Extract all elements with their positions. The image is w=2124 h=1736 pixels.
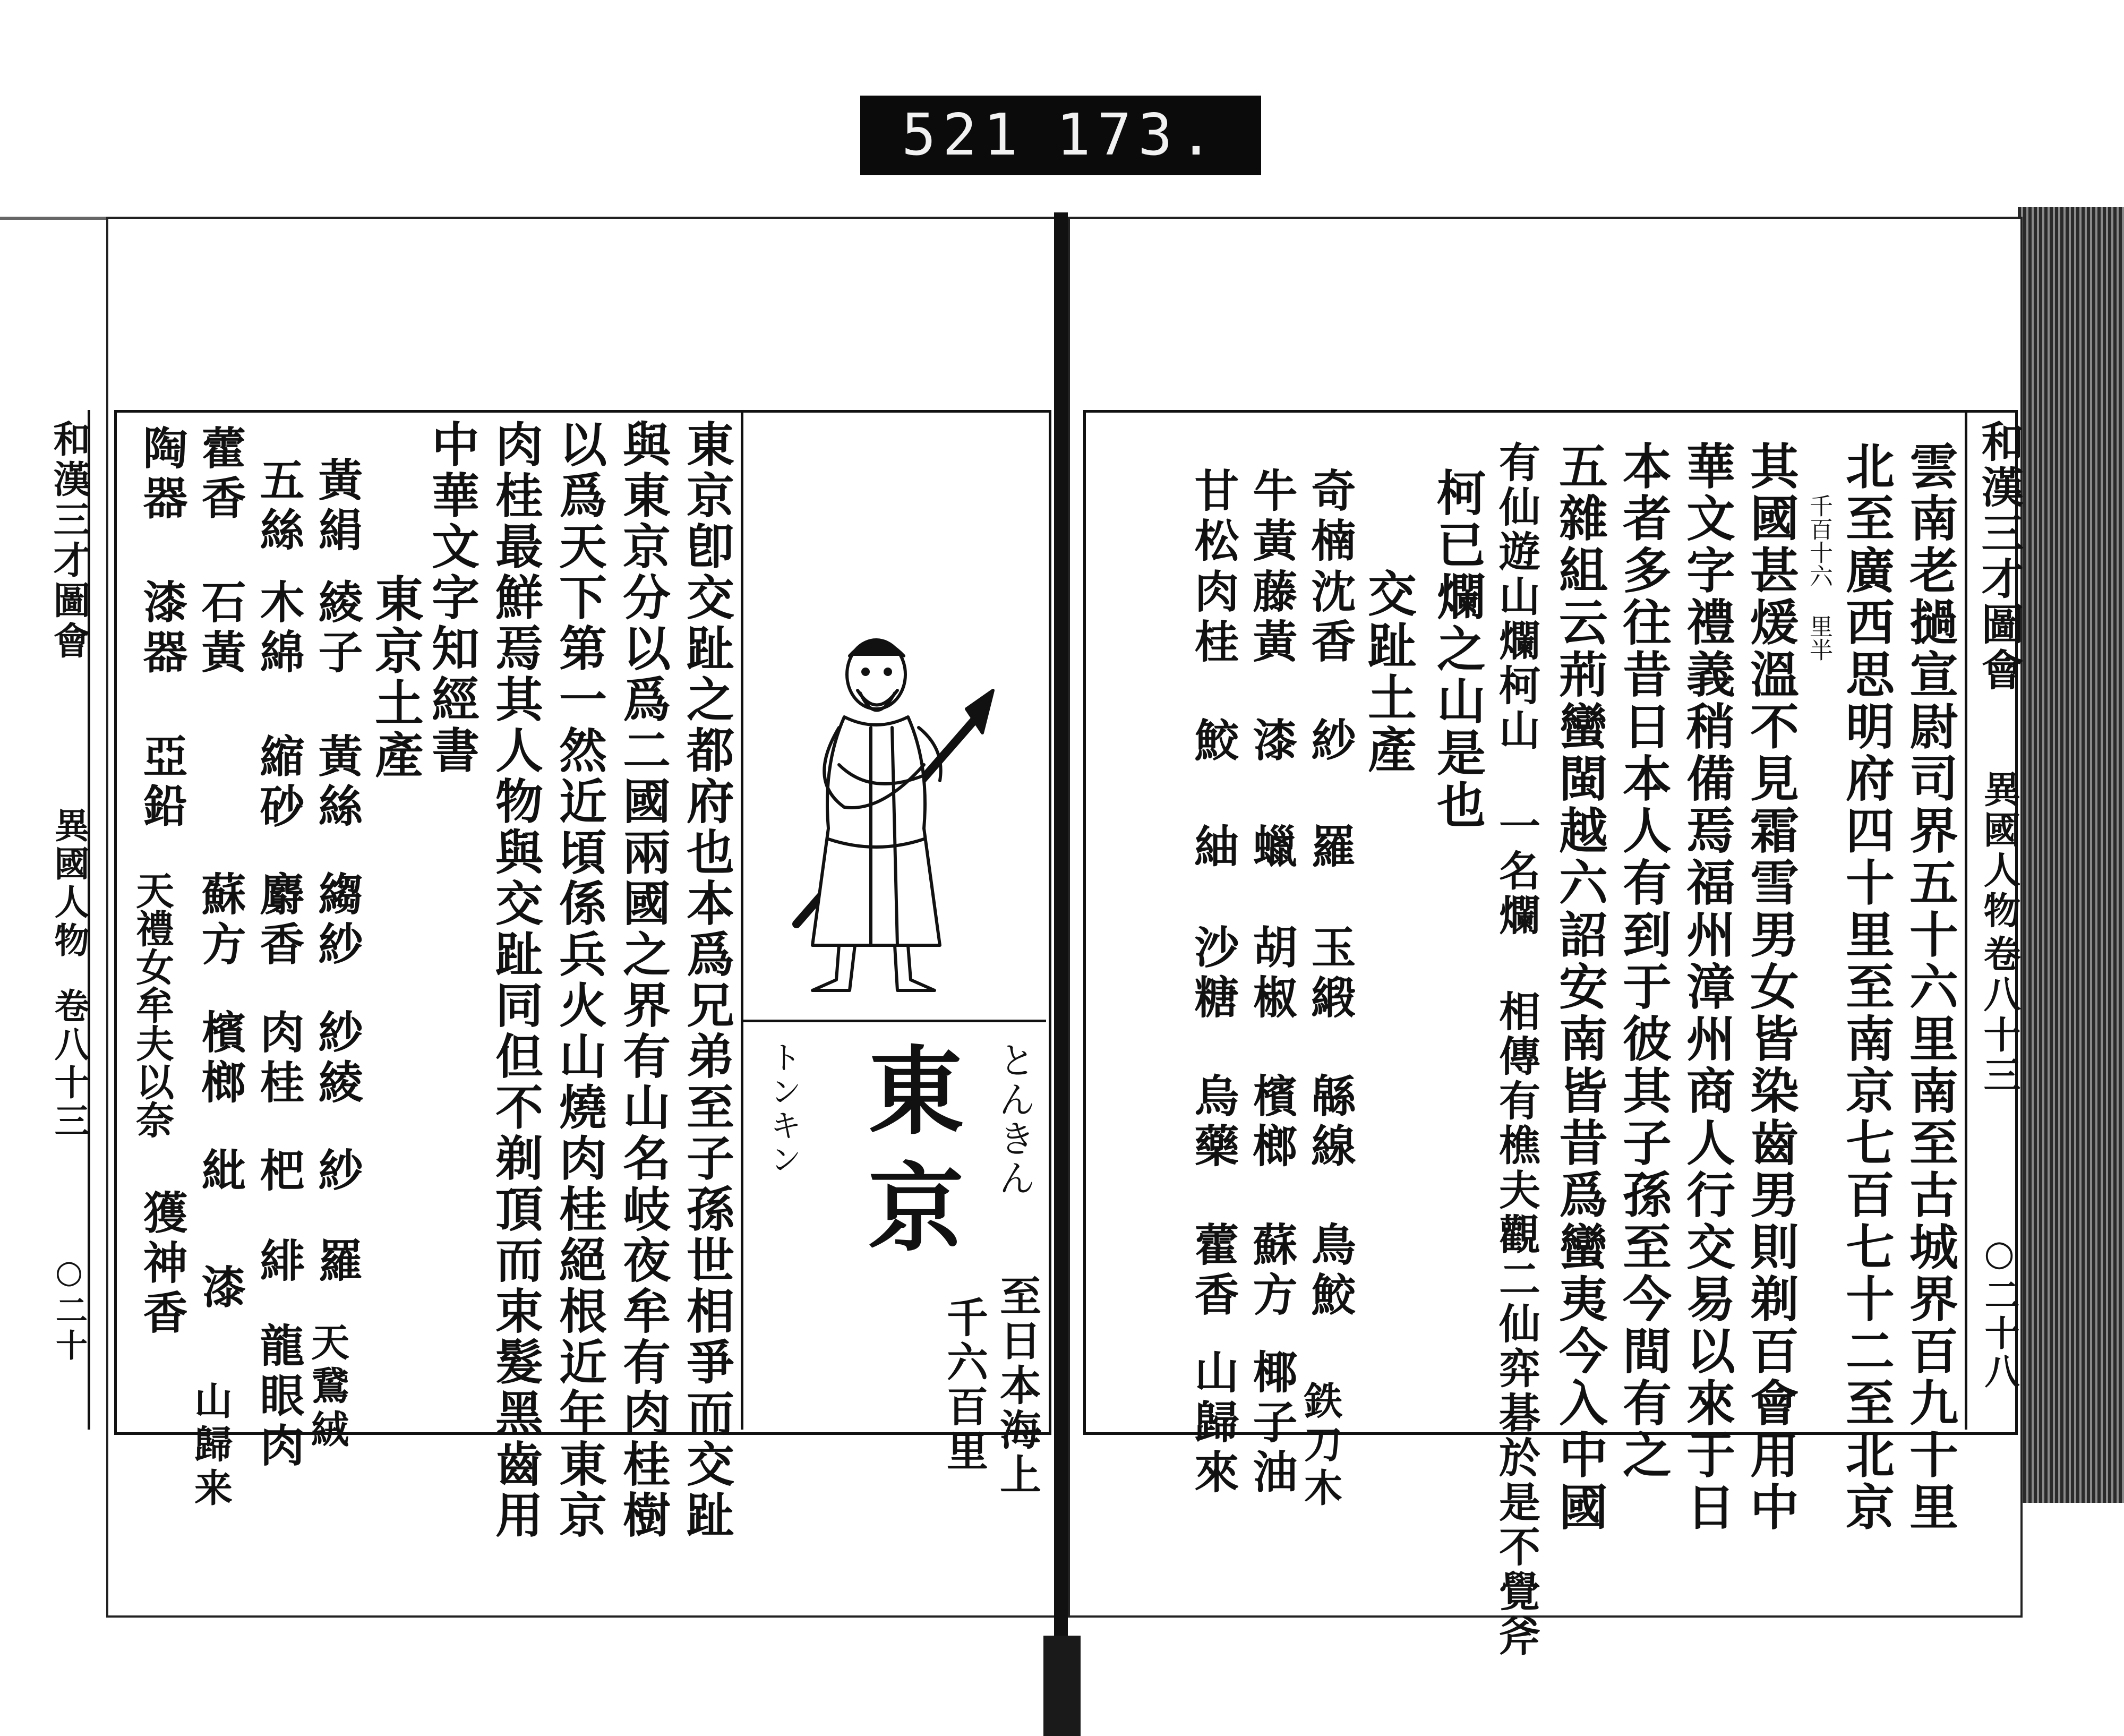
left-column-header: 和漢三才圖會 — [47, 420, 91, 662]
archive-stamp — [860, 96, 1261, 175]
right-leaf-number: ○二十八 — [1979, 1232, 2020, 1391]
left-product-col1-item7: 羅 — [311, 1237, 364, 1287]
right-text-column-4: 華文字禮義稍備焉福州漳州商人行交易以來于日 — [1678, 441, 1736, 1534]
stamp-right-number: 173. — [1056, 102, 1220, 168]
right-product-col1-item4: 羅 — [1304, 823, 1357, 873]
right-text-column-1: 雲南老撾宣尉司界五十六里南至古城界百九十里 — [1902, 441, 1959, 1534]
right-product-col2-item6: 檳榔 — [1246, 1073, 1298, 1173]
right-product-col3-item2: 肉桂 — [1187, 568, 1240, 668]
left-product-col4-item2: 漆器 — [136, 579, 189, 679]
left-illustration-divider — [741, 410, 743, 1430]
right-product-col3-item1: 甘松 — [1187, 467, 1240, 567]
left-product-col3-item1: 藿香 — [194, 425, 247, 525]
left-product-col2-item7: 緋 — [253, 1237, 305, 1287]
right-product-col3-item8: 山歸來 — [1187, 1349, 1240, 1499]
distance-line-2: 千六百里 — [940, 1296, 988, 1474]
left-text-column-4: 肉桂最鮮焉其人物與交趾同但不剃頂而束髮黑齒用 — [487, 420, 543, 1541]
left-product-col2-item1: 五絲 — [253, 457, 305, 557]
right-text-column-3: 其國甚煖溫不見霜雪男女皆染齒男則剃百會用中 — [1742, 441, 1800, 1534]
gutter-clamp — [1043, 1636, 1081, 1736]
left-folio: 卷八十三 — [48, 988, 90, 1141]
right-header-rule — [1965, 410, 1967, 1430]
title-reading-katakana: トンキン — [765, 1041, 802, 1177]
left-product-col4-item3: 亞鉛 — [136, 733, 189, 833]
left-text-column-2: 與東京分以爲二國兩國之界有山名岐夜牟有肉桂樹 — [614, 420, 671, 1541]
left-product-col2-item6: 杷 — [253, 1147, 305, 1197]
book-fore-edge — [2018, 207, 2124, 1503]
left-product-col2-item3: 縮砂 — [253, 733, 305, 833]
left-product-col1-item5: 紗綾 — [311, 1009, 364, 1109]
right-product-col1-item8: 鉄刀木 — [1298, 1381, 1343, 1511]
right-product-col3-item5: 沙糖 — [1187, 924, 1240, 1024]
left-product-col1-item6: 紗 — [311, 1147, 364, 1197]
right-product-col1-item1: 奇楠 — [1304, 467, 1357, 567]
left-text-column-3: 以爲天下第一然近頃係兵火山燒肉桂絕根近年東京 — [551, 420, 607, 1541]
right-text-column-5: 本者多往昔日本人有到于彼其子孫至今間有之 — [1615, 441, 1672, 1482]
right-product-col2-item1: 牛黃 — [1246, 467, 1298, 567]
left-product-col3-item4: 檳榔 — [194, 1009, 247, 1109]
tonkin-figure-illustration — [765, 605, 1020, 1009]
left-product-col4-item5: 獲神香 — [136, 1190, 189, 1339]
left-section-tab: 異國人物 — [48, 807, 90, 960]
left-products-title: 東京土產 — [367, 574, 424, 782]
right-product-col3-item6: 烏藥 — [1187, 1073, 1240, 1173]
right-product-col1-item3: 紗 — [1304, 717, 1357, 767]
left-product-col2-item4: 麝香 — [253, 871, 305, 971]
left-product-col3-item6: 漆 — [194, 1264, 247, 1314]
right-product-col2-item2: 藤黃 — [1246, 568, 1298, 668]
title-reading-hiragana: とんきん — [992, 1041, 1036, 1198]
left-product-col3-item3: 蘇方 — [194, 871, 247, 971]
left-product-col2-item2: 木綿 — [253, 579, 305, 679]
stamp-left-number: 521 — [901, 102, 1024, 168]
right-product-col2-item5: 胡椒 — [1246, 924, 1298, 1024]
distance-line-1: 至日本海上 — [993, 1275, 1041, 1498]
right-product-col2-item3: 漆 — [1246, 717, 1298, 767]
right-text-column-2: 北至廣西思明府四十里至南京七百七十二至北京 — [1838, 441, 1895, 1534]
left-title-divider — [741, 1020, 1046, 1022]
right-product-col2-item8: 椰子油 — [1246, 1349, 1298, 1499]
right-product-col2-item7: 蘇方 — [1246, 1221, 1298, 1321]
right-column-header: 和漢三才圖會 — [1974, 420, 2024, 694]
left-product-col1-item1: 黃絹 — [311, 457, 364, 557]
right-text-distance-note: 千百十六 里半 — [1805, 494, 1832, 661]
right-text-column-6: 五雜組云荊蠻閩越六詔安南皆昔爲蠻夷今入中國 — [1551, 441, 1608, 1534]
right-product-col1-item7: 鳥鮫 — [1304, 1221, 1357, 1321]
left-leaf-number: ○二十 — [50, 1253, 88, 1364]
right-product-col1-item5: 玉緞 — [1304, 924, 1357, 1024]
right-text-column-7: 有仙遊山爛柯山 一名爛 相傳有樵夫觀二仙弈碁於是不覺斧 — [1492, 441, 1540, 1659]
right-product-col3-item3: 鮫 — [1187, 717, 1240, 767]
right-folio: 卷八十三 — [1977, 935, 2022, 1096]
left-text-column-1: 東京卽交趾之都府也本爲兄弟至子孫世相爭而交趾 — [678, 420, 734, 1541]
left-product-col4-item1: 陶器 — [136, 425, 189, 525]
left-text-column-5: 中華文字知經書 — [423, 420, 479, 776]
right-product-col1-item6: 緜線 — [1304, 1073, 1357, 1173]
left-product-col1-item4: 縐紗 — [311, 871, 364, 971]
left-product-col4-item4: 天禮女牟夫以奈 — [130, 871, 175, 1139]
left-product-col1-item2: 綾子 — [311, 579, 364, 679]
book-gutter — [1054, 212, 1068, 1710]
left-product-col2-item5: 肉桂 — [253, 1009, 305, 1109]
left-product-col3-item5: 紕 — [194, 1147, 247, 1197]
left-product-col3-item2: 石黃 — [194, 579, 247, 679]
right-section-tab: 異國人物 — [1977, 770, 2022, 931]
right-product-col3-item7: 藿香 — [1187, 1221, 1240, 1321]
left-product-col2-item8: 龍眼肉 — [253, 1322, 305, 1472]
left-product-col1-item8: 天鵞絨 — [305, 1322, 350, 1453]
left-product-col3-item7: 山歸来 — [188, 1381, 233, 1511]
right-products-title: 交趾土產 — [1360, 568, 1417, 776]
entry-title: 東京 — [852, 1041, 964, 1275]
right-product-col1-item2: 沈香 — [1304, 568, 1357, 668]
left-product-col1-item3: 黃絲 — [311, 733, 364, 833]
right-text-column-8: 柯已爛之山是也 — [1429, 467, 1486, 832]
right-product-col2-item4: 蠟 — [1246, 823, 1298, 873]
right-product-col3-item4: 紬 — [1187, 823, 1240, 873]
